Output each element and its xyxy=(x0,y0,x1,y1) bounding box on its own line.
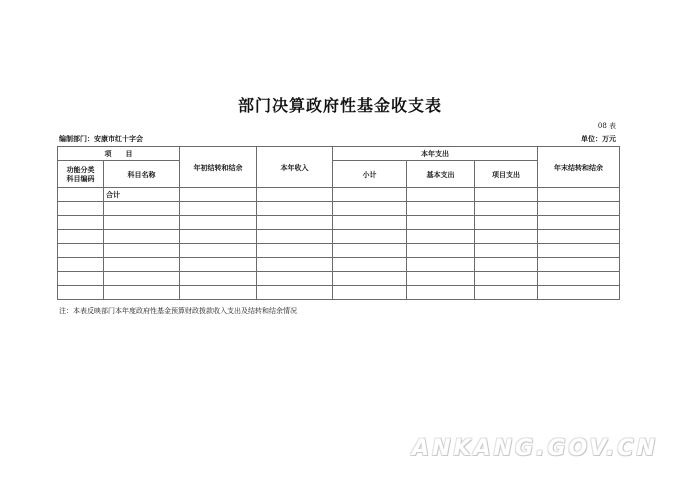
table-cell xyxy=(104,258,180,272)
table-cell xyxy=(333,216,407,230)
table-cell xyxy=(475,202,538,216)
table-cell xyxy=(58,258,104,272)
table-cell xyxy=(407,272,475,286)
table-cell xyxy=(58,202,104,216)
table-row xyxy=(58,286,620,300)
table-cell xyxy=(180,244,257,258)
table-cell xyxy=(257,188,333,202)
table-row xyxy=(58,188,620,202)
table-cell xyxy=(407,244,475,258)
table-cell xyxy=(180,216,257,230)
table-cell xyxy=(58,286,104,300)
table-cell xyxy=(407,286,475,300)
table-cell xyxy=(538,258,620,272)
table-cell xyxy=(180,272,257,286)
table-cell xyxy=(104,216,180,230)
site-watermark: ANKANG.GOV.CN xyxy=(412,436,658,461)
table-row xyxy=(58,230,620,244)
project-header: 项 目 xyxy=(58,147,180,161)
header-row-1 xyxy=(58,147,620,161)
table-cell xyxy=(333,286,407,300)
table-cell xyxy=(180,202,257,216)
table-cell xyxy=(180,258,257,272)
fund-table xyxy=(57,146,620,300)
basic-expense-header: 基本支出 xyxy=(407,161,475,188)
table-cell xyxy=(475,244,538,258)
table-cell xyxy=(58,188,104,202)
table-row xyxy=(58,202,620,216)
table-cell xyxy=(333,258,407,272)
department-label: 编制部门：安康市红十字会 xyxy=(59,134,143,143)
table-cell xyxy=(257,286,333,300)
table-cell xyxy=(257,216,333,230)
table-cell xyxy=(58,216,104,230)
form-number: 08 表 xyxy=(597,122,616,130)
table-cell xyxy=(538,230,620,244)
table-cell xyxy=(257,244,333,258)
table-cell xyxy=(180,230,257,244)
document-title: 部门决算政府性基金收支表 xyxy=(237,96,442,115)
table-cell xyxy=(475,230,538,244)
table-row xyxy=(58,272,620,286)
table-cell xyxy=(104,244,180,258)
table-cell xyxy=(475,272,538,286)
expense-group-header: 本年支出 xyxy=(333,147,538,161)
table-cell xyxy=(58,272,104,286)
table-cell xyxy=(538,202,620,216)
table-cell xyxy=(333,230,407,244)
table-cell xyxy=(180,188,257,202)
unit-label: 单位：万元 xyxy=(581,134,616,143)
table-cell xyxy=(104,202,180,216)
table-cell xyxy=(58,244,104,258)
table-cell xyxy=(475,286,538,300)
table-cell xyxy=(407,230,475,244)
table-cell xyxy=(538,286,620,300)
table-cell xyxy=(538,272,620,286)
table-cell xyxy=(333,272,407,286)
func-code-header: 功能分类 科目编码 xyxy=(58,161,104,188)
table-cell xyxy=(58,230,104,244)
table-cell xyxy=(257,202,333,216)
header-row-2 xyxy=(58,161,620,188)
table-cell xyxy=(407,258,475,272)
table-cell xyxy=(257,258,333,272)
table-cell xyxy=(104,230,180,244)
table-cell xyxy=(333,244,407,258)
table-body xyxy=(58,188,620,300)
table-cell xyxy=(333,202,407,216)
table-cell xyxy=(104,286,180,300)
income-header: 本年收入 xyxy=(257,147,333,188)
table-row xyxy=(58,216,620,230)
subtotal-header: 小计 xyxy=(333,161,407,188)
table-cell: 合计 xyxy=(104,188,180,202)
table-cell xyxy=(475,188,538,202)
table-cell xyxy=(104,272,180,286)
opening-balance-header: 年初结转和结余 xyxy=(180,147,257,188)
table-cell xyxy=(538,188,620,202)
table-cell xyxy=(257,230,333,244)
table-cell xyxy=(407,202,475,216)
table-row xyxy=(58,258,620,272)
closing-balance-header: 年末结转和结余 xyxy=(538,147,620,188)
table-cell xyxy=(475,216,538,230)
table-cell xyxy=(475,258,538,272)
project-expense-header: 项目支出 xyxy=(475,161,538,188)
table-cell xyxy=(538,216,620,230)
table-cell xyxy=(407,188,475,202)
table-cell xyxy=(538,244,620,258)
table-cell xyxy=(407,216,475,230)
table-cell xyxy=(333,188,407,202)
table-cell xyxy=(180,286,257,300)
footnote: 注：本表反映部门本年度政府性基金预算财政拨款收入支出及结转和结余情况 xyxy=(59,307,297,315)
table-cell xyxy=(257,272,333,286)
table-row xyxy=(58,244,620,258)
subject-name-header: 科目名称 xyxy=(104,161,180,188)
